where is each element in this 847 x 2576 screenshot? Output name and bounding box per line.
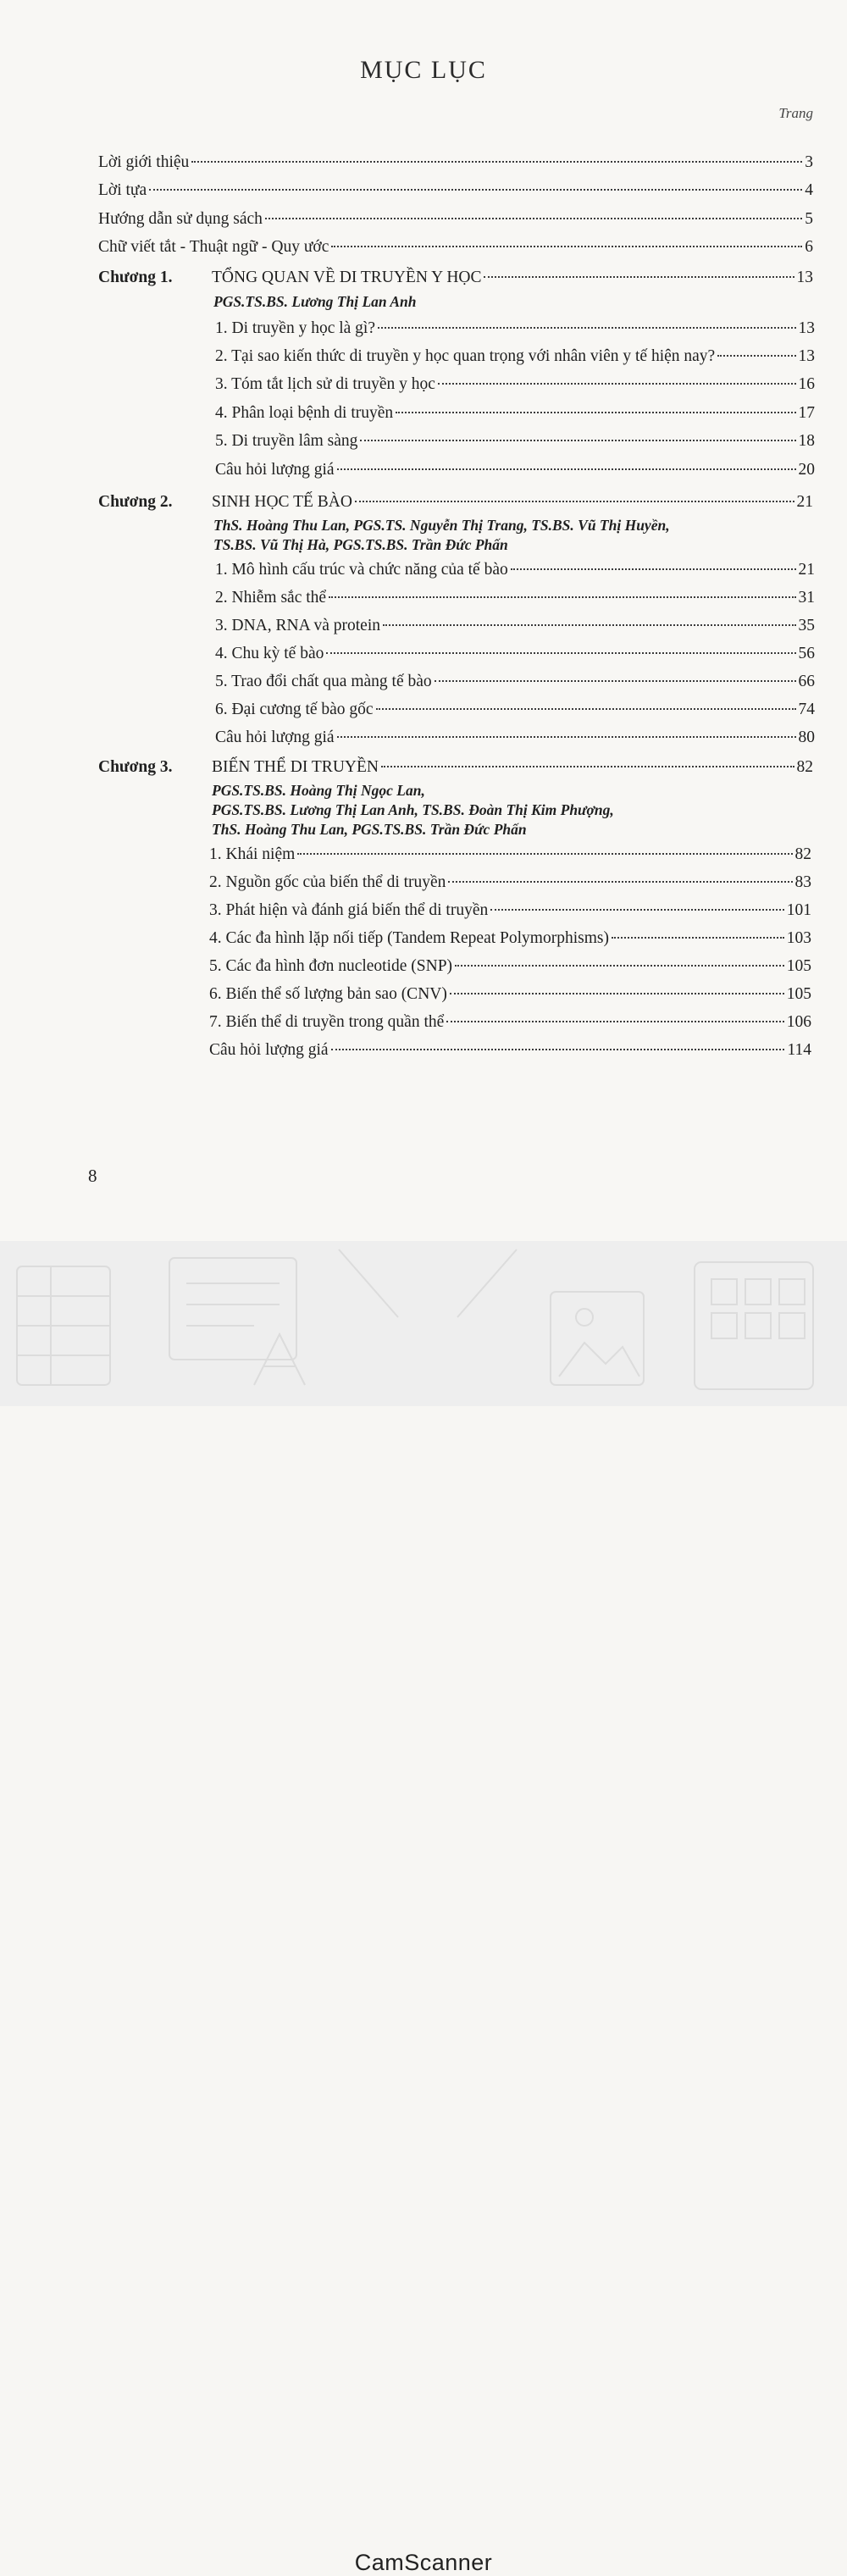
toc-page-number: 13 — [798, 347, 815, 365]
toc-entry-row — [209, 956, 811, 978]
dot-leader — [331, 1049, 785, 1050]
toc-entry-title: 2. Nhiễm sắc thể — [215, 589, 327, 607]
toc-entry-row — [215, 671, 815, 693]
toc-entry-row — [215, 430, 815, 452]
toc-entry-title: 5. Các đa hình đơn nucleotide (SNP) — [209, 957, 453, 975]
toc-page-number: 16 — [798, 375, 815, 393]
toc-entry-title: 5. Trao đổi chất qua màng tế bào — [215, 673, 432, 690]
toc-entry-title: 6. Biến thể số lượng bản sao (CNV) — [209, 985, 447, 1003]
dot-leader — [331, 246, 802, 247]
toc-page-number: 18 — [798, 432, 815, 450]
toc-entry-title: 6. Đại cương tế bào gốc — [215, 701, 374, 718]
toc-entry-title: 2. Nguồn gốc của biến thể di truyền — [209, 873, 446, 891]
toc-entry-row — [215, 559, 815, 581]
toc-entry-row — [209, 983, 811, 1005]
toc-entry-row — [209, 900, 811, 922]
dot-leader — [448, 881, 792, 883]
toc-entry-row — [209, 844, 811, 866]
toc-entry-row — [215, 643, 815, 665]
dot-leader — [383, 624, 796, 626]
toc-entry-title: 2. Tại sao kiến thức di truyền y học quan trọng với nhân viên y tế hiện nay? — [215, 347, 716, 365]
toc-page-number: 31 — [798, 589, 815, 607]
dot-leader — [337, 736, 796, 738]
chapter-label: Chương 2. — [98, 493, 173, 511]
dot-leader — [191, 161, 802, 163]
toc-entry-title: Câu hỏi lượng giá — [215, 728, 335, 746]
toc-entry-title: Lời tựa — [98, 181, 147, 199]
chapter-authors: PGS.TS.BS. Hoàng Thị Ngọc Lan, — [212, 782, 425, 799]
toc-entry-title: 7. Biến thể di truyền trong quần thể — [209, 1013, 445, 1031]
toc-entry-row — [215, 318, 815, 340]
toc-entry-row — [215, 402, 815, 424]
toc-entry-row — [209, 1011, 811, 1033]
toc-entry-row — [215, 615, 815, 637]
toc-entry-title: 4. Các đa hình lặp nối tiếp (Tandem Repeat Polymorphisms) — [209, 929, 609, 947]
toc-entry-title: 1. Khái niệm — [209, 845, 296, 863]
chapter-title: SINH HỌC TẾ BÀO — [212, 493, 352, 511]
dot-leader — [326, 652, 795, 654]
toc-chapter-row — [212, 756, 813, 778]
toc-entry-row — [209, 872, 811, 894]
dot-leader — [435, 680, 796, 682]
footer-pattern-icon — [0, 1241, 847, 1406]
dot-leader — [381, 766, 794, 767]
toc-page-number: 66 — [798, 673, 815, 690]
dot-leader — [490, 909, 783, 911]
toc-entry-title: 4. Phân loại bệnh di truyền — [215, 404, 394, 422]
dot-leader — [297, 853, 792, 855]
toc-entry-title: 1. Di truyền y học là gì? — [215, 319, 375, 337]
chapter-title: TỔNG QUAN VỀ DI TRUYỀN Y HỌC — [212, 269, 482, 286]
toc-page-number: 35 — [798, 617, 815, 634]
toc-page-number: 20 — [798, 461, 815, 479]
toc-page-number: 106 — [786, 1013, 811, 1031]
page-column-label: Trang — [778, 105, 813, 121]
toc-page-number: 6 — [805, 238, 813, 256]
toc-page-number: 114 — [787, 1041, 811, 1059]
chapter-authors: TS.BS. Vũ Thị Hà, PGS.TS.BS. Trần Đức Phấn — [213, 536, 508, 553]
toc-entry-row — [98, 208, 813, 230]
toc-page-number: 105 — [786, 957, 811, 975]
toc-entry-title: 3. Tóm tắt lịch sử di truyền y học — [215, 375, 435, 393]
toc-entry-row — [209, 1039, 811, 1061]
toc-page-number: 83 — [794, 873, 811, 891]
toc-page-number: 4 — [805, 181, 813, 199]
toc-entry-title: 4. Chu kỳ tế bào — [215, 645, 324, 662]
dot-leader — [360, 440, 795, 441]
toc-entry-title: 5. Di truyền lâm sàng — [215, 432, 358, 450]
toc-entry-title: Câu hỏi lượng giá — [215, 461, 335, 479]
toc-page-number: 56 — [798, 645, 815, 662]
toc-title: MỤC LỤC — [360, 56, 487, 84]
chapter-authors: ThS. Hoàng Thu Lan, PGS.TS.BS. Trần Đức Phấn — [212, 821, 527, 838]
toc-entry-title: Hướng dẫn sử dụng sách — [98, 210, 263, 228]
toc-entry-row — [98, 152, 813, 174]
chapter-authors: PGS.TS.BS. Lương Thị Lan Anh, TS.BS. Đoàn Thị Kim Phượng, — [212, 801, 614, 818]
toc-page-number: 5 — [805, 210, 813, 228]
toc-page-number: 101 — [786, 901, 811, 919]
chapter-label: Chương 3. — [98, 758, 173, 776]
toc-page-number: 80 — [798, 728, 815, 746]
toc-page-number: 21 — [798, 561, 815, 579]
toc-entry-row — [215, 699, 815, 721]
dot-leader — [717, 355, 795, 357]
dot-leader — [378, 327, 796, 329]
page-number: 8 — [88, 1166, 97, 1186]
toc-page-number: 105 — [786, 985, 811, 1003]
toc-entry-row — [209, 928, 811, 950]
toc-page-number: 17 — [798, 404, 815, 422]
toc-entry-title: Chữ viết tắt - Thuật ngữ - Quy ước — [98, 238, 329, 256]
dot-leader — [446, 1021, 783, 1022]
dot-leader — [265, 218, 802, 219]
toc-entry-row — [215, 727, 815, 749]
toc-entry-title: Lời giới thiệu — [98, 153, 190, 171]
toc-page-number: 13 — [796, 269, 813, 286]
scanned-page — [0, 0, 847, 1241]
toc-page-number: 3 — [805, 153, 813, 171]
toc-entry-row — [215, 587, 815, 609]
dot-leader — [612, 937, 784, 939]
dot-leader — [355, 501, 794, 502]
chapter-label: Chương 1. — [98, 269, 173, 286]
toc-page-number: 82 — [794, 845, 811, 863]
dot-leader — [484, 276, 794, 278]
toc-page-number: 21 — [796, 493, 813, 511]
chapter-title: BIẾN THỂ DI TRUYỀN — [212, 758, 379, 776]
toc-chapter-row — [212, 491, 813, 513]
toc-entry-row — [98, 180, 813, 202]
toc-entry-row — [98, 236, 813, 258]
dot-leader — [329, 596, 795, 598]
dot-leader — [396, 412, 795, 413]
toc-entry-row — [215, 374, 815, 396]
toc-page-number: 74 — [798, 701, 815, 718]
dot-leader — [149, 189, 802, 191]
toc-entry-title: 3. DNA, RNA và protein — [215, 617, 380, 634]
toc-page-number: 82 — [796, 758, 813, 776]
chapter-authors: PGS.TS.BS. Lương Thị Lan Anh — [213, 293, 417, 310]
toc-page-number: 13 — [798, 319, 815, 337]
camscanner-brand: CamScanner — [354, 2550, 493, 2575]
dot-leader — [337, 468, 796, 470]
toc-chapter-row — [212, 267, 813, 289]
toc-entry-row — [215, 346, 815, 368]
toc-entry-title: 3. Phát hiện và đánh giá biến thể di truyền — [209, 901, 489, 919]
toc-entry-title: Câu hỏi lượng giá — [209, 1041, 329, 1059]
dot-leader — [511, 568, 796, 570]
toc-entry-title: 1. Mô hình cấu trúc và chức năng của tế bào — [215, 561, 508, 579]
dot-leader — [438, 383, 796, 385]
camscanner-footer — [0, 1241, 847, 2575]
dot-leader — [455, 965, 784, 967]
toc-page-number: 103 — [786, 929, 811, 947]
toc-entry-row — [215, 459, 815, 481]
dot-leader — [376, 708, 796, 710]
dot-leader — [450, 993, 784, 994]
chapter-authors: ThS. Hoàng Thu Lan, PGS.TS. Nguyễn Thị Trang, TS.BS. Vũ Thị Huyền, — [213, 517, 670, 534]
